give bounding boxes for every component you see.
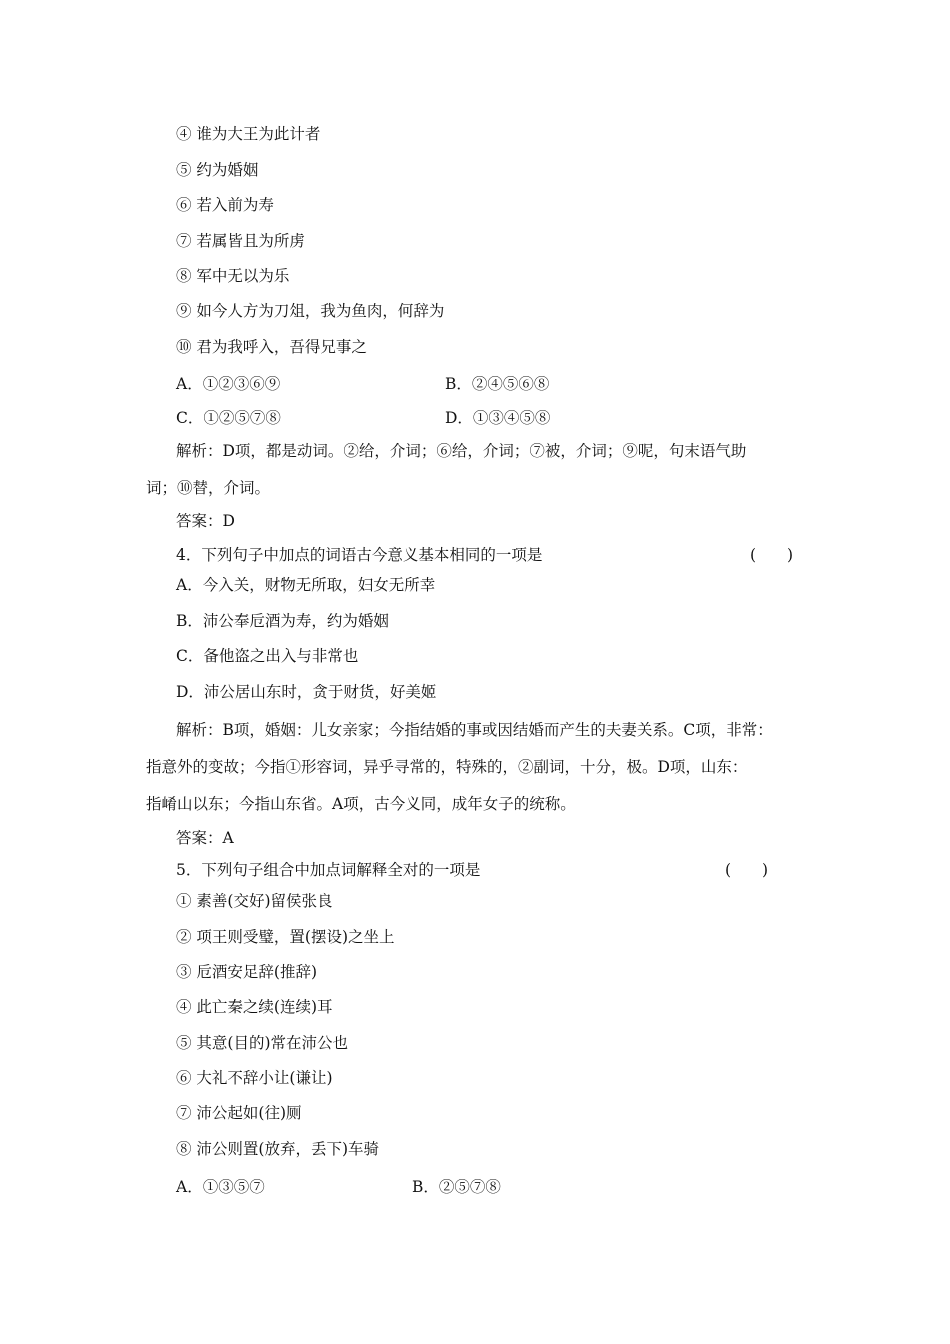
q3-option-a: A．①②③⑥⑨ [176, 375, 281, 393]
q5-option-a: A．①③⑤⑦ [176, 1178, 265, 1196]
q5-item-4: ④ 此亡秦之续(连续)耳 [176, 998, 333, 1016]
q3-option-b: B．②④⑤⑥⑧ [445, 375, 550, 393]
q4-option-d: D．沛公居山东时，贪于财货，好美姬 [176, 683, 437, 701]
q5-answer-paren: ( ) [725, 861, 769, 879]
q4-option-b: B．沛公奉卮酒为寿，约为婚姻 [176, 612, 389, 630]
q4-answer-paren: ( ) [750, 546, 794, 564]
q3-item-6: ⑥ 若入前为寿 [176, 196, 274, 214]
q5-item-1: ① 素善(交好)留侯张良 [176, 892, 333, 910]
q4-analysis-line3: 指崤山以东；今指山东省。A项，古今义同，成年女子的统称。 [146, 795, 576, 813]
q5-item-5: ⑤ 其意(目的)常在沛公也 [176, 1034, 349, 1052]
q5-item-3: ③ 卮酒安足辞(推辞) [176, 963, 318, 981]
q5-option-b: B．②⑤⑦⑧ [412, 1178, 501, 1196]
q3-item-9: ⑨ 如今人方为刀俎，我为鱼肉，何辞为 [176, 302, 445, 320]
q5-item-7: ⑦ 沛公起如(往)厕 [176, 1104, 302, 1122]
q3-option-d: D．①③④⑤⑧ [445, 409, 551, 427]
q4-analysis-line2: 指意外的变故；今指①形容词，异乎寻常的，特殊的，②副词，十分，极。D项，山东： [146, 758, 748, 776]
q3-item-7: ⑦ 若属皆且为所虏 [176, 232, 305, 250]
q3-analysis-line2: 词；⑩替，介词。 [146, 479, 271, 497]
q4-stem: 4．下列句子中加点的词语古今意义基本相同的一项是 [176, 546, 543, 564]
q4-option-a: A．今入关，财物无所取，妇女无所幸 [176, 576, 436, 594]
q3-answer: 答案：D [176, 512, 235, 530]
q5-item-2: ② 项王则受璧，置(摆设)之坐上 [176, 928, 395, 946]
q4-analysis-line1: 解析：B项，婚姻：儿女亲家；今指结婚的事或因结婚而产生的夫妻关系。C项，非常： [176, 721, 773, 739]
q5-item-8: ⑧ 沛公则置(放弃，丢下)车骑 [176, 1140, 380, 1158]
q3-analysis-line1: 解析：D项，都是动词。②给，介词；⑥给，介词；⑦被，介词；⑨呢，句末语气助 [176, 442, 747, 460]
q5-stem: 5．下列句子组合中加点词解释全对的一项是 [176, 861, 481, 879]
q3-item-4: ④ 谁为大王为此计者 [176, 125, 321, 143]
q3-item-5: ⑤ 约为婚姻 [176, 161, 259, 179]
q3-item-10: ⑩ 君为我呼入，吾得兄事之 [176, 338, 367, 356]
q3-option-c: C．①②⑤⑦⑧ [176, 409, 281, 427]
q4-answer: 答案：A [176, 829, 234, 847]
q3-item-8: ⑧ 军中无以为乐 [176, 267, 290, 285]
q4-option-c: C．备他盗之出入与非常也 [176, 647, 359, 665]
q5-item-6: ⑥ 大礼不辞小让(谦让) [176, 1069, 333, 1087]
